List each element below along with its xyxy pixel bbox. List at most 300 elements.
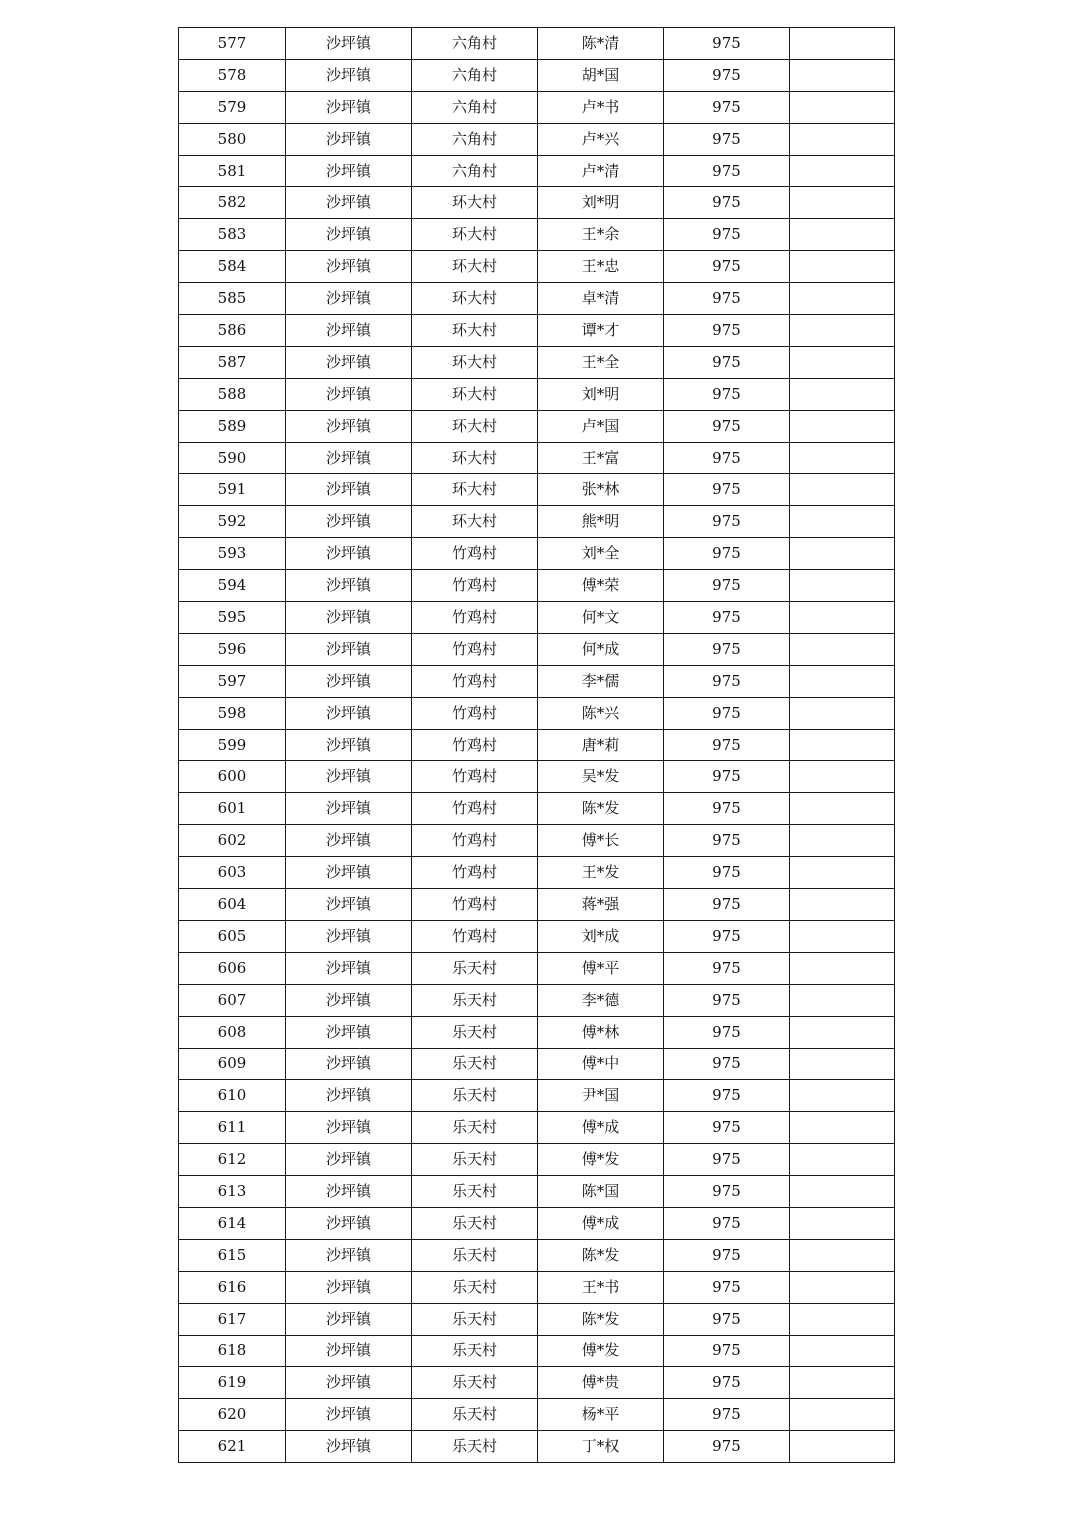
table-row bbox=[179, 123, 895, 155]
remark-cell bbox=[790, 633, 895, 665]
amount-cell: 975 bbox=[664, 1335, 790, 1367]
serial-number-cell: 610 bbox=[179, 1080, 286, 1112]
table-row bbox=[179, 1112, 895, 1144]
village-cell: 乐天村 bbox=[412, 1399, 538, 1431]
amount-cell: 975 bbox=[664, 442, 790, 474]
town-cell: 沙坪镇 bbox=[286, 251, 412, 283]
village-cell: 六角村 bbox=[412, 59, 538, 91]
village-cell: 环大村 bbox=[412, 315, 538, 347]
remark-cell bbox=[790, 28, 895, 60]
remark-cell bbox=[790, 155, 895, 187]
village-cell: 乐天村 bbox=[412, 1239, 538, 1271]
name-cell: 胡*国 bbox=[538, 59, 664, 91]
town-cell: 沙坪镇 bbox=[286, 857, 412, 889]
remark-cell bbox=[790, 1399, 895, 1431]
remark-cell bbox=[790, 378, 895, 410]
serial-number-cell: 594 bbox=[179, 570, 286, 602]
remark-cell bbox=[790, 91, 895, 123]
amount-cell: 975 bbox=[664, 28, 790, 60]
table-row bbox=[179, 315, 895, 347]
town-cell: 沙坪镇 bbox=[286, 442, 412, 474]
town-cell: 沙坪镇 bbox=[286, 920, 412, 952]
remark-cell bbox=[790, 602, 895, 634]
amount-cell: 975 bbox=[664, 889, 790, 921]
name-cell: 陈*国 bbox=[538, 1176, 664, 1208]
town-cell: 沙坪镇 bbox=[286, 474, 412, 506]
table-row bbox=[179, 1367, 895, 1399]
name-cell: 卓*清 bbox=[538, 283, 664, 315]
remark-cell bbox=[790, 538, 895, 570]
table-row bbox=[179, 219, 895, 251]
serial-number-cell: 577 bbox=[179, 28, 286, 60]
table-row bbox=[179, 1399, 895, 1431]
serial-number-cell: 618 bbox=[179, 1335, 286, 1367]
village-cell: 乐天村 bbox=[412, 1271, 538, 1303]
remark-cell bbox=[790, 346, 895, 378]
table-row bbox=[179, 633, 895, 665]
table-row bbox=[179, 570, 895, 602]
village-cell: 竹鸡村 bbox=[412, 889, 538, 921]
village-cell: 竹鸡村 bbox=[412, 538, 538, 570]
town-cell: 沙坪镇 bbox=[286, 123, 412, 155]
town-cell: 沙坪镇 bbox=[286, 346, 412, 378]
remark-cell bbox=[790, 283, 895, 315]
village-cell: 竹鸡村 bbox=[412, 729, 538, 761]
amount-cell: 975 bbox=[664, 920, 790, 952]
village-cell: 六角村 bbox=[412, 28, 538, 60]
village-cell: 环大村 bbox=[412, 346, 538, 378]
table-row bbox=[179, 1048, 895, 1080]
village-cell: 竹鸡村 bbox=[412, 665, 538, 697]
name-cell: 张*林 bbox=[538, 474, 664, 506]
remark-cell bbox=[790, 984, 895, 1016]
town-cell: 沙坪镇 bbox=[286, 761, 412, 793]
table-row bbox=[179, 729, 895, 761]
serial-number-cell: 593 bbox=[179, 538, 286, 570]
table-row bbox=[179, 761, 895, 793]
table-row bbox=[179, 952, 895, 984]
serial-number-cell: 583 bbox=[179, 219, 286, 251]
amount-cell: 975 bbox=[664, 825, 790, 857]
amount-cell: 975 bbox=[664, 283, 790, 315]
remark-cell bbox=[790, 793, 895, 825]
name-cell: 杨*平 bbox=[538, 1399, 664, 1431]
remark-cell bbox=[790, 442, 895, 474]
serial-number-cell: 584 bbox=[179, 251, 286, 283]
town-cell: 沙坪镇 bbox=[286, 1399, 412, 1431]
town-cell: 沙坪镇 bbox=[286, 1335, 412, 1367]
village-cell: 环大村 bbox=[412, 283, 538, 315]
serial-number-cell: 580 bbox=[179, 123, 286, 155]
name-cell: 何*成 bbox=[538, 633, 664, 665]
name-cell: 蒋*强 bbox=[538, 889, 664, 921]
serial-number-cell: 582 bbox=[179, 187, 286, 219]
remark-cell bbox=[790, 219, 895, 251]
village-cell: 竹鸡村 bbox=[412, 793, 538, 825]
table-row bbox=[179, 602, 895, 634]
name-cell: 傅*成 bbox=[538, 1112, 664, 1144]
amount-cell: 975 bbox=[664, 570, 790, 602]
remark-cell bbox=[790, 1016, 895, 1048]
table-row bbox=[179, 59, 895, 91]
serial-number-cell: 602 bbox=[179, 825, 286, 857]
remark-cell bbox=[790, 920, 895, 952]
amount-cell: 975 bbox=[664, 1303, 790, 1335]
remark-cell bbox=[790, 1048, 895, 1080]
town-cell: 沙坪镇 bbox=[286, 91, 412, 123]
name-cell: 吴*发 bbox=[538, 761, 664, 793]
name-cell: 王*忠 bbox=[538, 251, 664, 283]
name-cell: 陈*清 bbox=[538, 28, 664, 60]
name-cell: 尹*国 bbox=[538, 1080, 664, 1112]
name-cell: 王*发 bbox=[538, 857, 664, 889]
table-row bbox=[179, 857, 895, 889]
town-cell: 沙坪镇 bbox=[286, 1048, 412, 1080]
serial-number-cell: 587 bbox=[179, 346, 286, 378]
name-cell: 王*富 bbox=[538, 442, 664, 474]
town-cell: 沙坪镇 bbox=[286, 602, 412, 634]
table-row bbox=[179, 1016, 895, 1048]
town-cell: 沙坪镇 bbox=[286, 506, 412, 538]
remark-cell bbox=[790, 1271, 895, 1303]
town-cell: 沙坪镇 bbox=[286, 155, 412, 187]
serial-number-cell: 605 bbox=[179, 920, 286, 952]
table-row bbox=[179, 984, 895, 1016]
remark-cell bbox=[790, 59, 895, 91]
name-cell: 熊*明 bbox=[538, 506, 664, 538]
name-cell: 陈*兴 bbox=[538, 697, 664, 729]
name-cell: 卢*国 bbox=[538, 410, 664, 442]
village-cell: 乐天村 bbox=[412, 952, 538, 984]
name-cell: 陈*发 bbox=[538, 1239, 664, 1271]
amount-cell: 975 bbox=[664, 1144, 790, 1176]
town-cell: 沙坪镇 bbox=[286, 1176, 412, 1208]
serial-number-cell: 600 bbox=[179, 761, 286, 793]
village-cell: 乐天村 bbox=[412, 1144, 538, 1176]
serial-number-cell: 620 bbox=[179, 1399, 286, 1431]
amount-cell: 975 bbox=[664, 219, 790, 251]
remark-cell bbox=[790, 410, 895, 442]
name-cell: 傅*长 bbox=[538, 825, 664, 857]
amount-cell: 975 bbox=[664, 1271, 790, 1303]
serial-number-cell: 590 bbox=[179, 442, 286, 474]
amount-cell: 975 bbox=[664, 952, 790, 984]
serial-number-cell: 614 bbox=[179, 1207, 286, 1239]
remark-cell bbox=[790, 1239, 895, 1271]
remark-cell bbox=[790, 1176, 895, 1208]
village-cell: 乐天村 bbox=[412, 1080, 538, 1112]
table-row bbox=[179, 155, 895, 187]
serial-number-cell: 596 bbox=[179, 633, 286, 665]
town-cell: 沙坪镇 bbox=[286, 1271, 412, 1303]
amount-cell: 975 bbox=[664, 1239, 790, 1271]
table-row bbox=[179, 920, 895, 952]
table-row bbox=[179, 378, 895, 410]
remark-cell bbox=[790, 123, 895, 155]
amount-cell: 975 bbox=[664, 984, 790, 1016]
amount-cell: 975 bbox=[664, 474, 790, 506]
table-row bbox=[179, 1431, 895, 1463]
village-cell: 竹鸡村 bbox=[412, 761, 538, 793]
table-row bbox=[179, 697, 895, 729]
town-cell: 沙坪镇 bbox=[286, 570, 412, 602]
serial-number-cell: 579 bbox=[179, 91, 286, 123]
town-cell: 沙坪镇 bbox=[286, 59, 412, 91]
town-cell: 沙坪镇 bbox=[286, 378, 412, 410]
amount-cell: 975 bbox=[664, 506, 790, 538]
town-cell: 沙坪镇 bbox=[286, 1239, 412, 1271]
name-cell: 傅*发 bbox=[538, 1144, 664, 1176]
serial-number-cell: 578 bbox=[179, 59, 286, 91]
village-cell: 六角村 bbox=[412, 91, 538, 123]
remark-cell bbox=[790, 570, 895, 602]
serial-number-cell: 604 bbox=[179, 889, 286, 921]
serial-number-cell: 599 bbox=[179, 729, 286, 761]
name-cell: 陈*发 bbox=[538, 793, 664, 825]
name-cell: 何*文 bbox=[538, 602, 664, 634]
roster-body bbox=[179, 28, 895, 1463]
name-cell: 傅*平 bbox=[538, 952, 664, 984]
name-cell: 王*全 bbox=[538, 346, 664, 378]
amount-cell: 975 bbox=[664, 187, 790, 219]
town-cell: 沙坪镇 bbox=[286, 1431, 412, 1463]
amount-cell: 975 bbox=[664, 1176, 790, 1208]
serial-number-cell: 581 bbox=[179, 155, 286, 187]
village-cell: 乐天村 bbox=[412, 1048, 538, 1080]
village-cell: 竹鸡村 bbox=[412, 920, 538, 952]
serial-number-cell: 615 bbox=[179, 1239, 286, 1271]
serial-number-cell: 617 bbox=[179, 1303, 286, 1335]
name-cell: 李*儒 bbox=[538, 665, 664, 697]
name-cell: 唐*莉 bbox=[538, 729, 664, 761]
village-cell: 环大村 bbox=[412, 474, 538, 506]
village-cell: 乐天村 bbox=[412, 1176, 538, 1208]
table-row bbox=[179, 410, 895, 442]
serial-number-cell: 589 bbox=[179, 410, 286, 442]
name-cell: 傅*贵 bbox=[538, 1367, 664, 1399]
village-cell: 竹鸡村 bbox=[412, 697, 538, 729]
amount-cell: 975 bbox=[664, 251, 790, 283]
serial-number-cell: 606 bbox=[179, 952, 286, 984]
town-cell: 沙坪镇 bbox=[286, 1303, 412, 1335]
serial-number-cell: 607 bbox=[179, 984, 286, 1016]
village-cell: 六角村 bbox=[412, 155, 538, 187]
name-cell: 傅*中 bbox=[538, 1048, 664, 1080]
village-cell: 乐天村 bbox=[412, 1367, 538, 1399]
town-cell: 沙坪镇 bbox=[286, 538, 412, 570]
table-row bbox=[179, 91, 895, 123]
remark-cell bbox=[790, 315, 895, 347]
amount-cell: 975 bbox=[664, 410, 790, 442]
remark-cell bbox=[790, 857, 895, 889]
name-cell: 丁*权 bbox=[538, 1431, 664, 1463]
amount-cell: 975 bbox=[664, 155, 790, 187]
town-cell: 沙坪镇 bbox=[286, 1112, 412, 1144]
table-row bbox=[179, 1176, 895, 1208]
amount-cell: 975 bbox=[664, 857, 790, 889]
amount-cell: 975 bbox=[664, 123, 790, 155]
remark-cell bbox=[790, 1335, 895, 1367]
town-cell: 沙坪镇 bbox=[286, 1016, 412, 1048]
name-cell: 陈*发 bbox=[538, 1303, 664, 1335]
amount-cell: 975 bbox=[664, 1367, 790, 1399]
remark-cell bbox=[790, 1367, 895, 1399]
town-cell: 沙坪镇 bbox=[286, 729, 412, 761]
village-cell: 竹鸡村 bbox=[412, 570, 538, 602]
name-cell: 卢*书 bbox=[538, 91, 664, 123]
town-cell: 沙坪镇 bbox=[286, 187, 412, 219]
town-cell: 沙坪镇 bbox=[286, 793, 412, 825]
amount-cell: 975 bbox=[664, 1431, 790, 1463]
amount-cell: 975 bbox=[664, 633, 790, 665]
village-cell: 环大村 bbox=[412, 378, 538, 410]
remark-cell bbox=[790, 952, 895, 984]
amount-cell: 975 bbox=[664, 59, 790, 91]
town-cell: 沙坪镇 bbox=[286, 315, 412, 347]
serial-number-cell: 619 bbox=[179, 1367, 286, 1399]
remark-cell bbox=[790, 1207, 895, 1239]
village-cell: 环大村 bbox=[412, 219, 538, 251]
serial-number-cell: 616 bbox=[179, 1271, 286, 1303]
remark-cell bbox=[790, 1080, 895, 1112]
village-cell: 乐天村 bbox=[412, 1431, 538, 1463]
table-row bbox=[179, 1335, 895, 1367]
serial-number-cell: 595 bbox=[179, 602, 286, 634]
village-cell: 环大村 bbox=[412, 187, 538, 219]
table-row bbox=[179, 1144, 895, 1176]
village-cell: 乐天村 bbox=[412, 1335, 538, 1367]
amount-cell: 975 bbox=[664, 315, 790, 347]
amount-cell: 975 bbox=[664, 665, 790, 697]
name-cell: 傅*发 bbox=[538, 1335, 664, 1367]
amount-cell: 975 bbox=[664, 729, 790, 761]
name-cell: 卢*兴 bbox=[538, 123, 664, 155]
serial-number-cell: 592 bbox=[179, 506, 286, 538]
serial-number-cell: 612 bbox=[179, 1144, 286, 1176]
village-cell: 环大村 bbox=[412, 251, 538, 283]
table-row bbox=[179, 665, 895, 697]
serial-number-cell: 585 bbox=[179, 283, 286, 315]
table-row bbox=[179, 825, 895, 857]
name-cell: 刘*全 bbox=[538, 538, 664, 570]
serial-number-cell: 591 bbox=[179, 474, 286, 506]
village-cell: 乐天村 bbox=[412, 1303, 538, 1335]
serial-number-cell: 613 bbox=[179, 1176, 286, 1208]
remark-cell bbox=[790, 729, 895, 761]
name-cell: 傅*荣 bbox=[538, 570, 664, 602]
town-cell: 沙坪镇 bbox=[286, 984, 412, 1016]
name-cell: 刘*成 bbox=[538, 920, 664, 952]
amount-cell: 975 bbox=[664, 1016, 790, 1048]
village-cell: 环大村 bbox=[412, 410, 538, 442]
table-row bbox=[179, 1303, 895, 1335]
remark-cell bbox=[790, 1431, 895, 1463]
amount-cell: 975 bbox=[664, 602, 790, 634]
village-cell: 环大村 bbox=[412, 442, 538, 474]
village-cell: 乐天村 bbox=[412, 1207, 538, 1239]
serial-number-cell: 611 bbox=[179, 1112, 286, 1144]
name-cell: 傅*林 bbox=[538, 1016, 664, 1048]
table-row bbox=[179, 538, 895, 570]
roster-table bbox=[178, 27, 895, 1463]
remark-cell bbox=[790, 506, 895, 538]
amount-cell: 975 bbox=[664, 1080, 790, 1112]
table-row bbox=[179, 889, 895, 921]
table-row bbox=[179, 1271, 895, 1303]
table-row bbox=[179, 442, 895, 474]
name-cell: 刘*明 bbox=[538, 187, 664, 219]
town-cell: 沙坪镇 bbox=[286, 633, 412, 665]
table-row bbox=[179, 346, 895, 378]
name-cell: 李*德 bbox=[538, 984, 664, 1016]
remark-cell bbox=[790, 474, 895, 506]
town-cell: 沙坪镇 bbox=[286, 283, 412, 315]
town-cell: 沙坪镇 bbox=[286, 28, 412, 60]
amount-cell: 975 bbox=[664, 697, 790, 729]
amount-cell: 975 bbox=[664, 1207, 790, 1239]
village-cell: 乐天村 bbox=[412, 1016, 538, 1048]
amount-cell: 975 bbox=[664, 91, 790, 123]
name-cell: 王*书 bbox=[538, 1271, 664, 1303]
serial-number-cell: 609 bbox=[179, 1048, 286, 1080]
remark-cell bbox=[790, 1303, 895, 1335]
table-row bbox=[179, 251, 895, 283]
town-cell: 沙坪镇 bbox=[286, 697, 412, 729]
remark-cell bbox=[790, 761, 895, 793]
remark-cell bbox=[790, 251, 895, 283]
table-row bbox=[179, 1239, 895, 1271]
town-cell: 沙坪镇 bbox=[286, 889, 412, 921]
remark-cell bbox=[790, 889, 895, 921]
name-cell: 傅*成 bbox=[538, 1207, 664, 1239]
serial-number-cell: 608 bbox=[179, 1016, 286, 1048]
table-row bbox=[179, 1207, 895, 1239]
table-row bbox=[179, 28, 895, 60]
village-cell: 乐天村 bbox=[412, 984, 538, 1016]
table-row bbox=[179, 793, 895, 825]
village-cell: 环大村 bbox=[412, 506, 538, 538]
serial-number-cell: 588 bbox=[179, 378, 286, 410]
amount-cell: 975 bbox=[664, 793, 790, 825]
name-cell: 王*余 bbox=[538, 219, 664, 251]
serial-number-cell: 603 bbox=[179, 857, 286, 889]
amount-cell: 975 bbox=[664, 1112, 790, 1144]
town-cell: 沙坪镇 bbox=[286, 1080, 412, 1112]
serial-number-cell: 621 bbox=[179, 1431, 286, 1463]
serial-number-cell: 586 bbox=[179, 315, 286, 347]
town-cell: 沙坪镇 bbox=[286, 219, 412, 251]
name-cell: 谭*才 bbox=[538, 315, 664, 347]
town-cell: 沙坪镇 bbox=[286, 952, 412, 984]
serial-number-cell: 601 bbox=[179, 793, 286, 825]
table-row bbox=[179, 283, 895, 315]
amount-cell: 975 bbox=[664, 1399, 790, 1431]
amount-cell: 975 bbox=[664, 378, 790, 410]
village-cell: 竹鸡村 bbox=[412, 633, 538, 665]
remark-cell bbox=[790, 697, 895, 729]
town-cell: 沙坪镇 bbox=[286, 1367, 412, 1399]
name-cell: 卢*清 bbox=[538, 155, 664, 187]
remark-cell bbox=[790, 665, 895, 697]
town-cell: 沙坪镇 bbox=[286, 825, 412, 857]
town-cell: 沙坪镇 bbox=[286, 1144, 412, 1176]
serial-number-cell: 598 bbox=[179, 697, 286, 729]
table-row bbox=[179, 474, 895, 506]
village-cell: 竹鸡村 bbox=[412, 602, 538, 634]
remark-cell bbox=[790, 825, 895, 857]
amount-cell: 975 bbox=[664, 538, 790, 570]
amount-cell: 975 bbox=[664, 346, 790, 378]
